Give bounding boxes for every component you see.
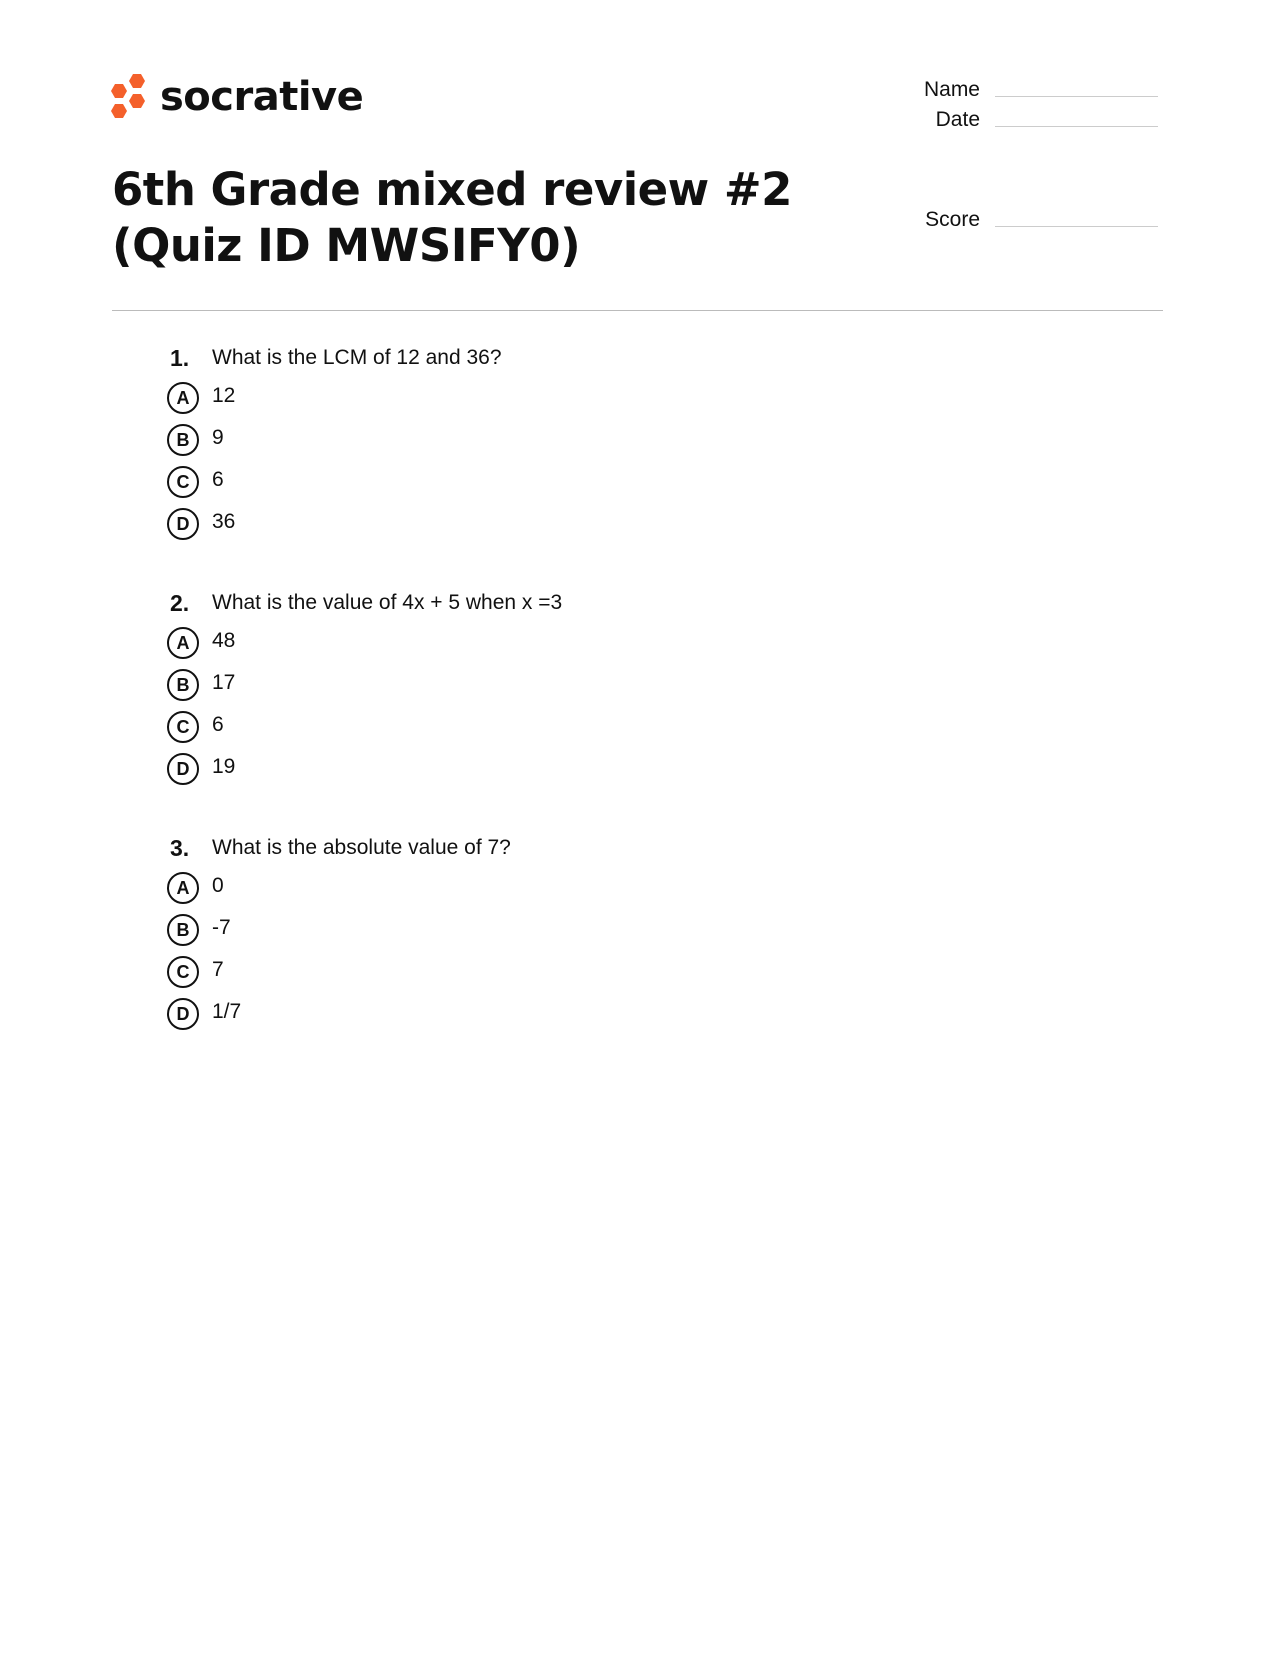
option-letter-bubble[interactable]: C [167, 711, 199, 743]
option-text: 12 [212, 384, 236, 407]
option-letter-bubble[interactable]: A [167, 382, 199, 414]
score-line[interactable] [995, 226, 1158, 227]
option-letter-bubble[interactable]: B [167, 424, 199, 456]
socrative-logo-icon [110, 72, 150, 122]
question-number: 3. [170, 835, 190, 861]
name-label: Name [923, 78, 980, 101]
brand-name: socrative [160, 74, 364, 120]
option-text: 7 [212, 958, 224, 981]
option-text: 48 [212, 629, 236, 652]
option-letter-bubble[interactable]: A [167, 627, 199, 659]
score-field[interactable] [880, 208, 1180, 236]
question-number: 2. [170, 590, 190, 616]
option-text: 19 [212, 755, 236, 778]
option-letter-bubble[interactable]: B [167, 669, 199, 701]
option-letter-bubble[interactable]: C [167, 466, 199, 498]
question-text: What is the absolute value of 7? [212, 836, 511, 859]
option-letter-bubble[interactable]: D [167, 508, 199, 540]
option-text: 1/7 [212, 1000, 242, 1023]
option-text: -7 [212, 916, 231, 939]
question-number: 1. [170, 345, 190, 371]
option-text: 36 [212, 510, 236, 533]
option-letter-bubble[interactable]: D [167, 998, 199, 1030]
date-label: Date [935, 108, 980, 131]
date-line[interactable] [995, 126, 1158, 127]
option-text: 6 [212, 713, 224, 736]
question-text: What is the LCM of 12 and 36? [212, 346, 502, 369]
option-letter-bubble[interactable]: C [167, 956, 199, 988]
divider [112, 310, 1163, 311]
score-label: Score [925, 208, 980, 231]
option-text: 17 [212, 671, 236, 694]
name-field[interactable] [880, 78, 1180, 106]
option-letter-bubble[interactable]: A [167, 872, 199, 904]
option-text: 9 [212, 426, 224, 449]
name-line[interactable] [995, 96, 1158, 97]
date-field[interactable] [880, 108, 1180, 136]
option-letter-bubble[interactable]: B [167, 914, 199, 946]
option-letter-bubble[interactable]: D [167, 753, 199, 785]
option-text: 6 [212, 468, 224, 491]
quiz-title: 6th Grade mixed review #2 (Quiz ID MWSIFY0) [112, 163, 792, 272]
question-text: What is the value of 4x + 5 when x =3 [212, 591, 563, 614]
option-text: 0 [212, 874, 224, 897]
